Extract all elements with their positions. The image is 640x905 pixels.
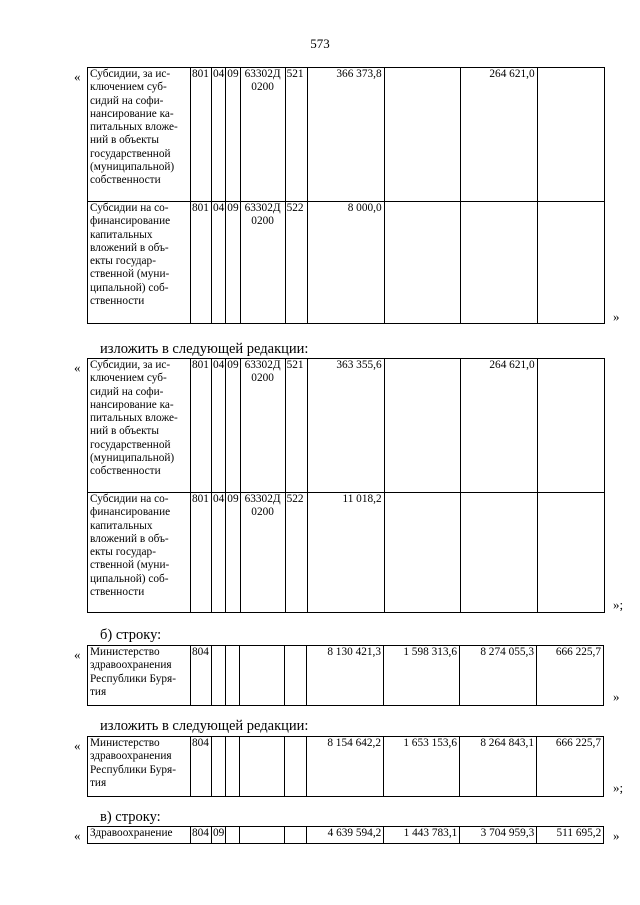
code-subsection	[226, 737, 240, 797]
amount-2	[384, 359, 460, 493]
code-ministry: 801	[191, 202, 212, 324]
row-name: Субсидии на со-финансирование капитальных вложений в объ-екты государ-ственной (муни-ципальной) соб-ственности	[88, 493, 191, 613]
close-quote: »	[613, 689, 620, 704]
amount-4	[537, 493, 604, 613]
amount-3: 8 274 055,3	[460, 646, 537, 706]
open-quote: «	[74, 360, 81, 375]
amount-2	[384, 202, 460, 324]
code-expense-type: 522	[285, 493, 307, 613]
table-row	[88, 646, 604, 706]
amount-3: 3 704 959,3	[460, 827, 537, 844]
code-expense-type	[285, 737, 307, 797]
open-quote: «	[74, 828, 81, 843]
row-name: Министерство здравоохранения Республики Буря-тия	[88, 737, 191, 797]
row-name: Министерство здравоохранения Республики Буря-тия	[88, 646, 191, 706]
amount-4	[537, 202, 604, 324]
code-target: 63302Д 0200	[240, 202, 285, 324]
amount-1: 8 130 421,3	[307, 646, 384, 706]
code-target: 63302Д 0200	[240, 359, 285, 493]
code-section	[212, 737, 226, 797]
code-target: 63302Д 0200	[240, 68, 285, 202]
amount-3	[460, 493, 537, 613]
amount-1: 8 000,0	[307, 202, 384, 324]
close-quote: »	[613, 309, 620, 324]
amount-4: 666 225,7	[537, 737, 604, 797]
section-heading: изложить в следующей редакции:	[100, 718, 309, 734]
code-section: 04	[212, 68, 226, 202]
code-section: 04	[212, 202, 226, 324]
code-ministry: 804	[191, 827, 212, 844]
code-expense-type: 521	[285, 68, 307, 202]
open-quote: «	[74, 69, 81, 84]
code-expense-type	[285, 827, 307, 844]
amount-1: 11 018,2	[307, 493, 384, 613]
code-ministry: 801	[191, 68, 212, 202]
amount-1: 8 154 642,2	[307, 737, 384, 797]
amount-3: 264 621,0	[460, 359, 537, 493]
amount-3: 264 621,0	[460, 68, 537, 202]
row-name: Субсидии на со-финансирование капитальных вложений в объ-екты государ-ственной (муни-ципальной) соб-ственности	[88, 202, 191, 324]
table-row	[88, 737, 604, 797]
code-subsection	[226, 827, 240, 844]
amount-4: 666 225,7	[537, 646, 604, 706]
amount-2: 1 443 783,1	[384, 827, 460, 844]
open-quote: «	[74, 738, 81, 753]
code-subsection: 09	[226, 202, 240, 324]
code-subsection	[226, 646, 240, 706]
budget-table-old-subsidies	[87, 67, 605, 324]
code-target	[240, 646, 285, 706]
amount-2	[384, 493, 460, 613]
amount-4	[537, 359, 604, 493]
close-quote: »	[613, 828, 620, 843]
budget-table-old-ministry	[87, 645, 604, 706]
code-section: 09	[212, 827, 226, 844]
code-target: 63302Д 0200	[240, 493, 285, 613]
code-expense-type	[285, 646, 307, 706]
code-ministry: 801	[191, 493, 212, 613]
table-row	[88, 202, 605, 324]
code-ministry: 804	[191, 737, 212, 797]
row-name: Субсидии, за ис-ключением суб-сидий на софи-нансирование ка-питальных вложе-ний в объекты государственной (муниципальной) собственности	[88, 359, 191, 493]
amount-1: 366 373,8	[307, 68, 384, 202]
close-quote: »;	[613, 780, 624, 795]
section-heading: б) строку:	[100, 627, 162, 643]
budget-table-new-subsidies	[87, 358, 605, 613]
table-row	[88, 827, 604, 844]
budget-table-new-ministry	[87, 736, 604, 797]
amount-3: 8 264 843,1	[460, 737, 537, 797]
code-expense-type: 522	[285, 202, 307, 324]
amount-2: 1 653 153,6	[384, 737, 460, 797]
code-ministry: 801	[191, 359, 212, 493]
code-ministry: 804	[191, 646, 212, 706]
code-target	[240, 827, 285, 844]
table-row	[88, 68, 605, 202]
code-subsection: 09	[226, 493, 240, 613]
table-row	[88, 493, 605, 613]
budget-table-healthcare	[87, 826, 604, 844]
amount-1: 363 355,6	[307, 359, 384, 493]
code-section: 04	[212, 493, 226, 613]
code-section	[212, 646, 226, 706]
code-target	[240, 737, 285, 797]
row-name: Субсидии, за ис-ключением суб-сидий на софи-нансирование ка-питальных вложе-ний в объекты государственной (муниципальной) собственности	[88, 68, 191, 202]
amount-3	[460, 202, 537, 324]
code-subsection: 09	[226, 359, 240, 493]
code-section: 04	[212, 359, 226, 493]
code-expense-type: 521	[285, 359, 307, 493]
close-quote: »;	[613, 597, 624, 612]
row-name: Здравоохранение	[88, 827, 191, 844]
code-subsection: 09	[226, 68, 240, 202]
table-row	[88, 359, 605, 493]
amount-2	[384, 68, 460, 202]
page-number: 573	[310, 36, 330, 51]
amount-1: 4 639 594,2	[307, 827, 384, 844]
section-heading: в) строку:	[100, 809, 161, 825]
section-heading: изложить в следующей редакции:	[100, 341, 309, 357]
open-quote: «	[74, 647, 81, 662]
amount-4: 511 695,2	[537, 827, 604, 844]
amount-4	[537, 68, 604, 202]
amount-2: 1 598 313,6	[384, 646, 460, 706]
